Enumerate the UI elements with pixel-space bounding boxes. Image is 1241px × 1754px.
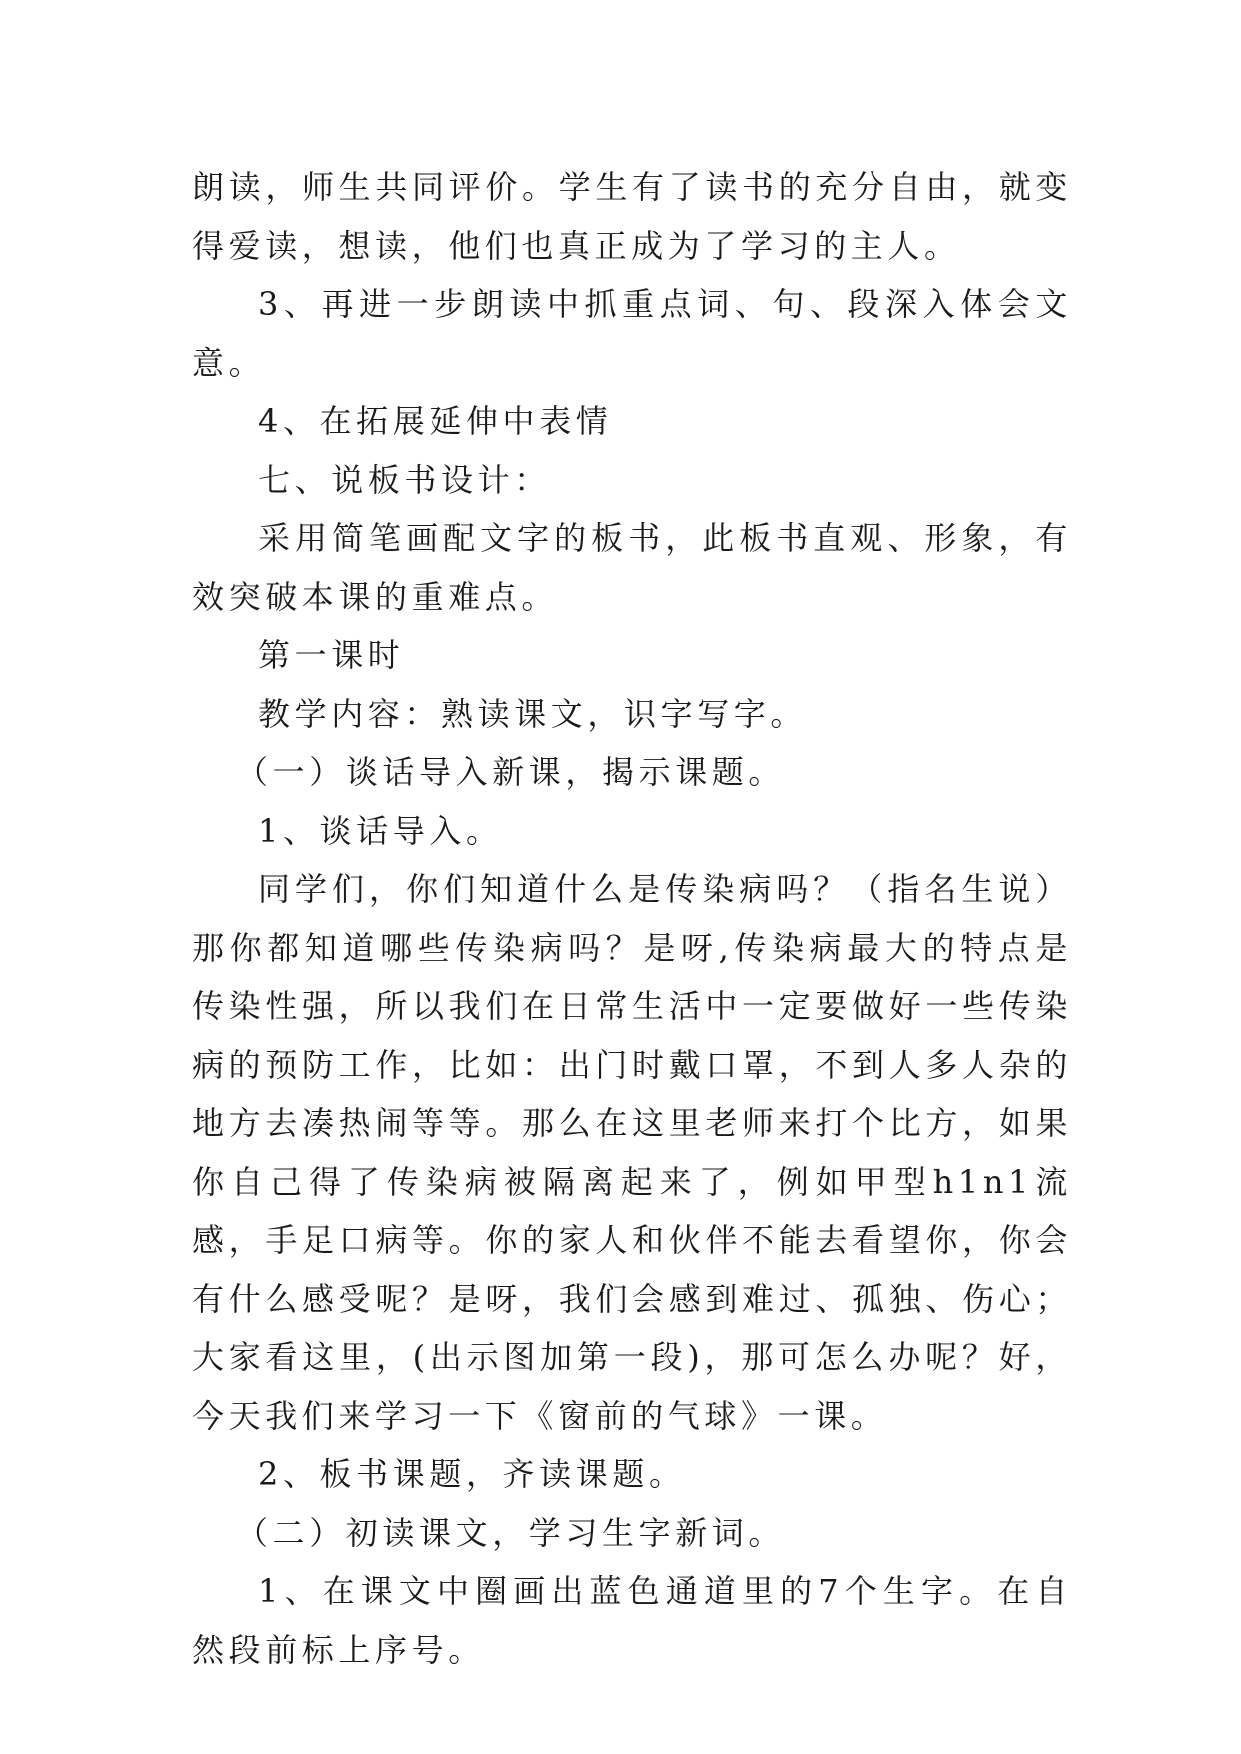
section-heading: 第一课时 xyxy=(258,636,405,674)
paragraph: 4、在拓展延伸中表情 xyxy=(258,402,613,440)
paragraph: 1、在课文中圈画出蓝色通道里的7个生字。在自然段前标上序号。 xyxy=(192,1572,1072,1669)
paragraph: 1、谈话导入。 xyxy=(258,811,503,850)
paragraph: 教学内容：熟读课文，识字写字。 xyxy=(258,694,808,733)
section-heading: 七、说板书设计： xyxy=(258,460,551,499)
section-heading: （一）谈话导入新课，揭示课题。 xyxy=(236,753,786,791)
paragraph: 朗读，师生共同评价。学生有了读书的充分自由，就变得爱读，想读，他们也真正成为了学习的主人。 xyxy=(192,168,1072,265)
document-body xyxy=(192,158,1072,1679)
section-heading: （二）初读课文，学习生字新词。 xyxy=(236,1513,786,1552)
paragraph: 3、再进一步朗读中抓重点词、句、段深入体会文意。 xyxy=(192,285,1072,382)
paragraph: 采用简笔画配文字的板书，此板书直观、形象，有效突破本课的重难点。 xyxy=(192,519,1072,616)
paragraph: 同学们，你们知道什么是传染病吗？（指名生说）那你都知道哪些传染病吗？是呀,传染病最大的特点是传染性强，所以我们在日常生活中一定要做好一些传染病的预防工作，比如：出门时戴口罩，不到人多人杂的地方去凑热闹等等。那么在这里老师来打个比方，如果你自己得了传染病被隔离起来了，例如甲型h1n1流感，手足口病等。你的家人和伙伴不能去看望你，你会有什么感受呢？是呀，我们会感到难过、孤独、伤心；大家看这里，(出示图加第一段)，那可怎么办呢？好，今天我们来学习一下《窗前的气球》一课。 xyxy=(192,870,1072,1435)
paragraph: 2、板书课题，齐读课题。 xyxy=(258,1455,686,1493)
